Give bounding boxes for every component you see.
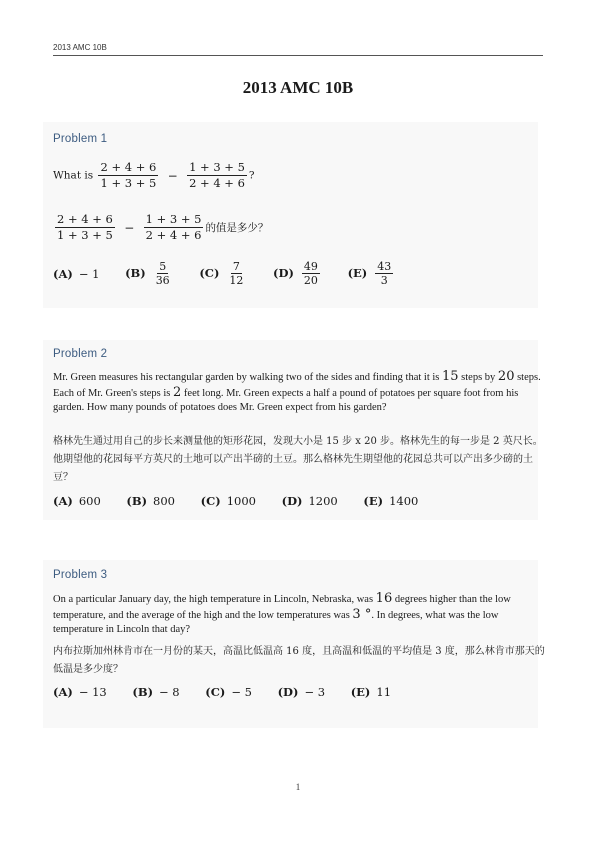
problem-1-suffix: ?: [248, 169, 255, 182]
answer-b: (B) $\frac{5}{36}$: [125, 260, 170, 287]
minus-sign: −: [167, 168, 178, 183]
fraction-2-zh: [144, 212, 204, 243]
problem-1-prefix: What is: [53, 169, 94, 182]
problem-3-english: On a particular January day, the high temperature in Lincoln, Nebraska, was 16 degrees higher than the low temperature, and the average of the high and the low temperatures was 3 °. In degrees, what was the low temperature in Lincoln that day?: [53, 591, 511, 636]
problem-1-answers: [53, 260, 417, 287]
page-title: 2013 AMC 10B: [242, 78, 354, 97]
fraction-1-den: 1 + 3 + 5: [100, 176, 157, 190]
problem-3-heading: Problem 3: [53, 569, 108, 581]
answer-e: (E) $\frac{43}{3}$: [347, 260, 392, 287]
fraction-2-den: 2 + 4 + 6: [189, 176, 245, 190]
answer-c: (C) $\frac{7}{12}$: [199, 260, 244, 287]
problem-2-heading: Problem 2: [53, 348, 108, 360]
problem-2-chinese: 格林先生通过用自己的步长来测量他的矩形花园，发现大小是 15 步 x 20 步。格林先生的每一步是 2 英尺长。他期望他的花园每平方英尺的土地可以产出半磅的土豆。那么格林先生期望他的花园总共可以产出多少磅的土豆？: [53, 436, 543, 483]
answer-a: (A) − 1: [53, 266, 100, 281]
answer-d: (D) 1200: [281, 494, 338, 508]
answer-c: (C) 1000: [200, 494, 256, 508]
fraction-1: [98, 160, 158, 191]
answer-b: (B) − 8: [132, 685, 180, 699]
problem-1-zh-suffix: 的值是多少？: [205, 222, 269, 234]
fraction-1-zh-num: 2 + 4 + 6: [57, 212, 113, 226]
answer-e: (E) 11: [350, 685, 392, 699]
running-header: 2013 AMC 10B: [53, 43, 107, 52]
answer-e: (E) 1400: [363, 494, 419, 508]
problem-1-english: [53, 160, 255, 191]
answer-d: (D) $\frac{49}{20}$: [273, 260, 318, 287]
answer-a: (A) − 13: [53, 685, 107, 699]
problem-3-chinese: 内布拉斯加州林肯市在一月份的某天，高温比低温高 16 度，且高温和低温的平均值是 3 度，那么林肯市那天的低温是多少度？: [53, 646, 545, 675]
fraction-2: [187, 160, 247, 191]
minus-sign-zh: −: [124, 220, 135, 235]
problem-2-english: Mr. Green measures his rectangular garden by walking two of the sides and finding that it is 15 steps by 20 steps. Each of Mr. Green's steps is 2 feet long. Mr. Green expects a half a pound of potatoes per square foot from his garden. How many pounds of potatoes does Mr. Green expect from his garden?: [53, 369, 541, 414]
answer-b: (B) 800: [126, 494, 175, 508]
fraction-1-num: 2 + 4 + 6: [100, 160, 157, 174]
problem-1-chinese: [53, 212, 268, 243]
problem-1-heading: Problem 1: [53, 133, 108, 145]
answer-c: (C) − 5: [205, 685, 252, 699]
fraction-1-zh: [55, 212, 115, 243]
header-rule: [53, 55, 543, 56]
problem-2-answers: [53, 493, 440, 508]
fraction-2-num: 1 + 3 + 5: [189, 160, 245, 174]
fraction-2-zh-num: 1 + 3 + 5: [145, 212, 202, 226]
answer-d: (D) − 3: [277, 685, 326, 699]
page-number: 1: [295, 782, 301, 792]
fraction-2-zh-den: 2 + 4 + 6: [145, 228, 202, 242]
problem-3-answers: [53, 684, 413, 699]
fraction-1-zh-den: 1 + 3 + 5: [57, 228, 113, 242]
answer-a: (A) 600: [53, 494, 101, 508]
